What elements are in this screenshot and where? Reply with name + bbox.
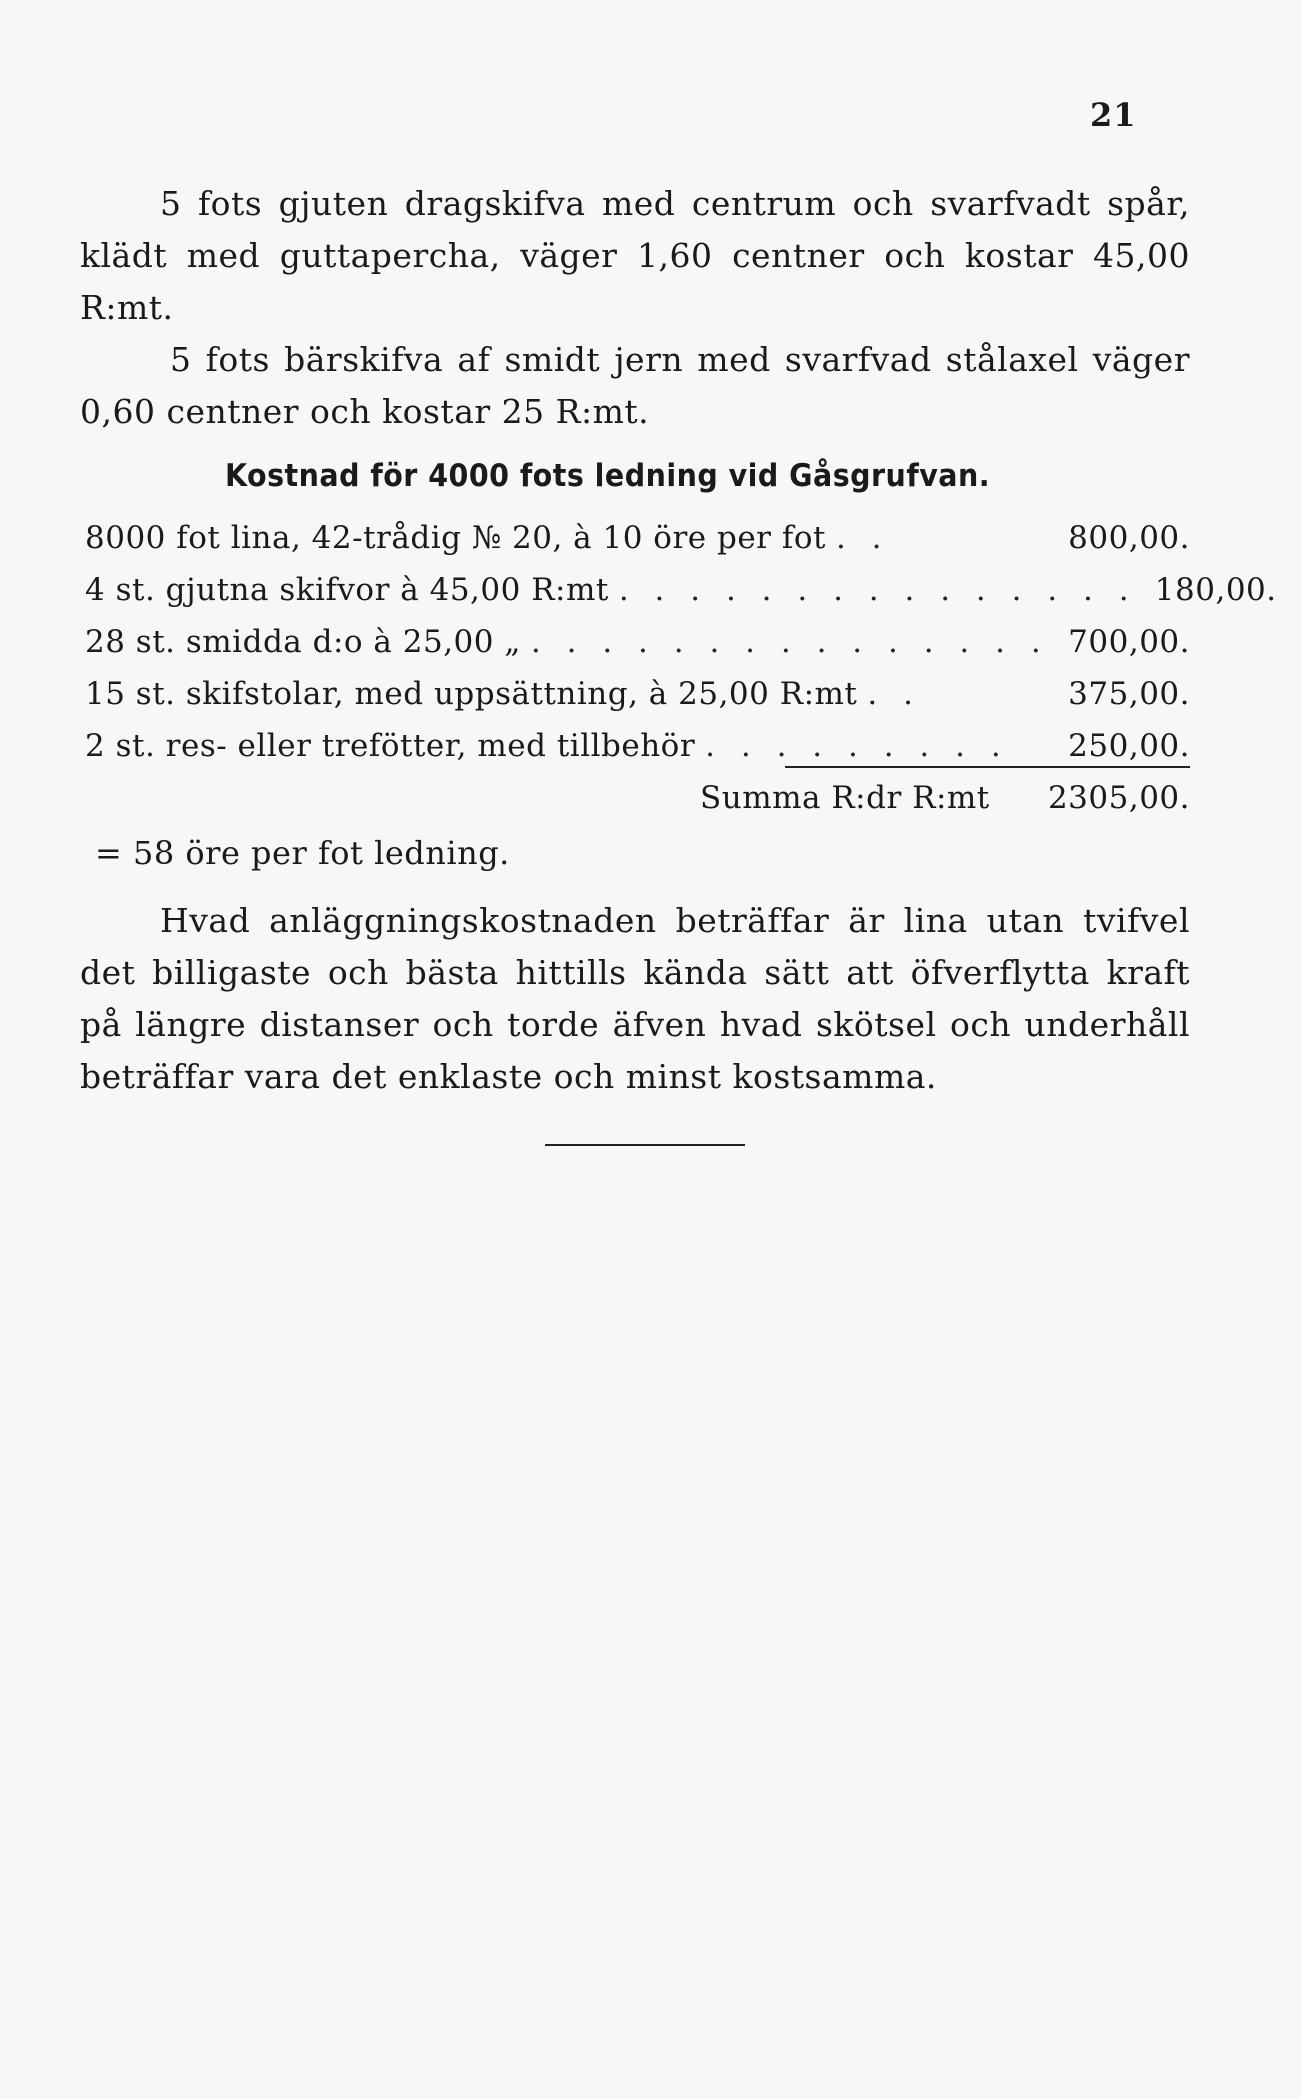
section-end-rule <box>545 1144 745 1146</box>
cost-row-leader: . . . . . . . . . . . . . . . <box>530 624 1049 660</box>
cost-row-leader: . . <box>835 520 890 556</box>
cost-row-leader: . . . . . . . . . <box>705 728 1009 764</box>
cost-row-description: 8000 fot lina, 42-trådig № 20, à 10 öre per fot <box>85 520 826 556</box>
cost-table <box>85 520 1277 780</box>
sum-label: Summa R:dr R:mt <box>700 780 990 816</box>
cost-row-amount: 180,00. <box>1154 572 1277 608</box>
cost-row-description: 15 st. skifstolar, med uppsättning, à 25,00 R:mt <box>85 676 858 712</box>
cost-row <box>85 572 1277 624</box>
page-number: 21 <box>1090 96 1137 134</box>
sum-amount: 2305,00. <box>1047 780 1190 816</box>
cost-row-leader: . . <box>867 676 921 712</box>
sum-row <box>700 780 1190 816</box>
cost-row-description: 28 st. smidda d:o à 25,00 „ <box>85 624 521 660</box>
cost-row-amount: 800,00. <box>1068 520 1190 556</box>
cost-row <box>85 624 1190 676</box>
cost-heading: Kostnad för 4000 fots ledning vid Gåsgrufvan. <box>225 458 991 494</box>
cost-row-amount: 700,00. <box>1068 624 1190 660</box>
paragraph-carrier-pulley: 5 fots bärskifva af smidt jern med svarfvad stålaxel väger 0,60 centner och kostar 25 R:mt. <box>80 340 1190 431</box>
cost-row <box>85 728 1190 780</box>
paragraph-closing: Hvad anläggningskostnaden beträffar är lina utan tvifvel det billigaste och bästa hittills kända sätt att öfverflytta kraft på längre distanser och torde äfven hvad skötsel och underhåll beträffar vara det enklaste och minst kostsamma. <box>80 901 1190 1096</box>
cost-row-amount: 375,00. <box>1068 676 1190 712</box>
cost-row <box>85 676 1190 728</box>
cost-row-leader: . . . . . . . . . . . . . . . <box>618 572 1137 608</box>
cost-row-description: 4 st. gjutna skifvor à 45,00 R:mt <box>85 572 609 608</box>
cost-row-amount: 250,00. <box>1068 728 1190 764</box>
cost-row-description: 2 st. res- eller trefötter, med tillbehör <box>85 728 696 764</box>
sum-divider <box>785 766 1190 768</box>
cost-row <box>85 520 1190 572</box>
per-foot-cost: = 58 öre per fot ledning. <box>95 834 510 872</box>
paragraph-drive-pulley: 5 fots gjuten dragskifva med centrum och svarfvadt spår, klädt med guttapercha, väger 1,60 centner och kostar 45,00 R:mt. <box>80 184 1190 327</box>
